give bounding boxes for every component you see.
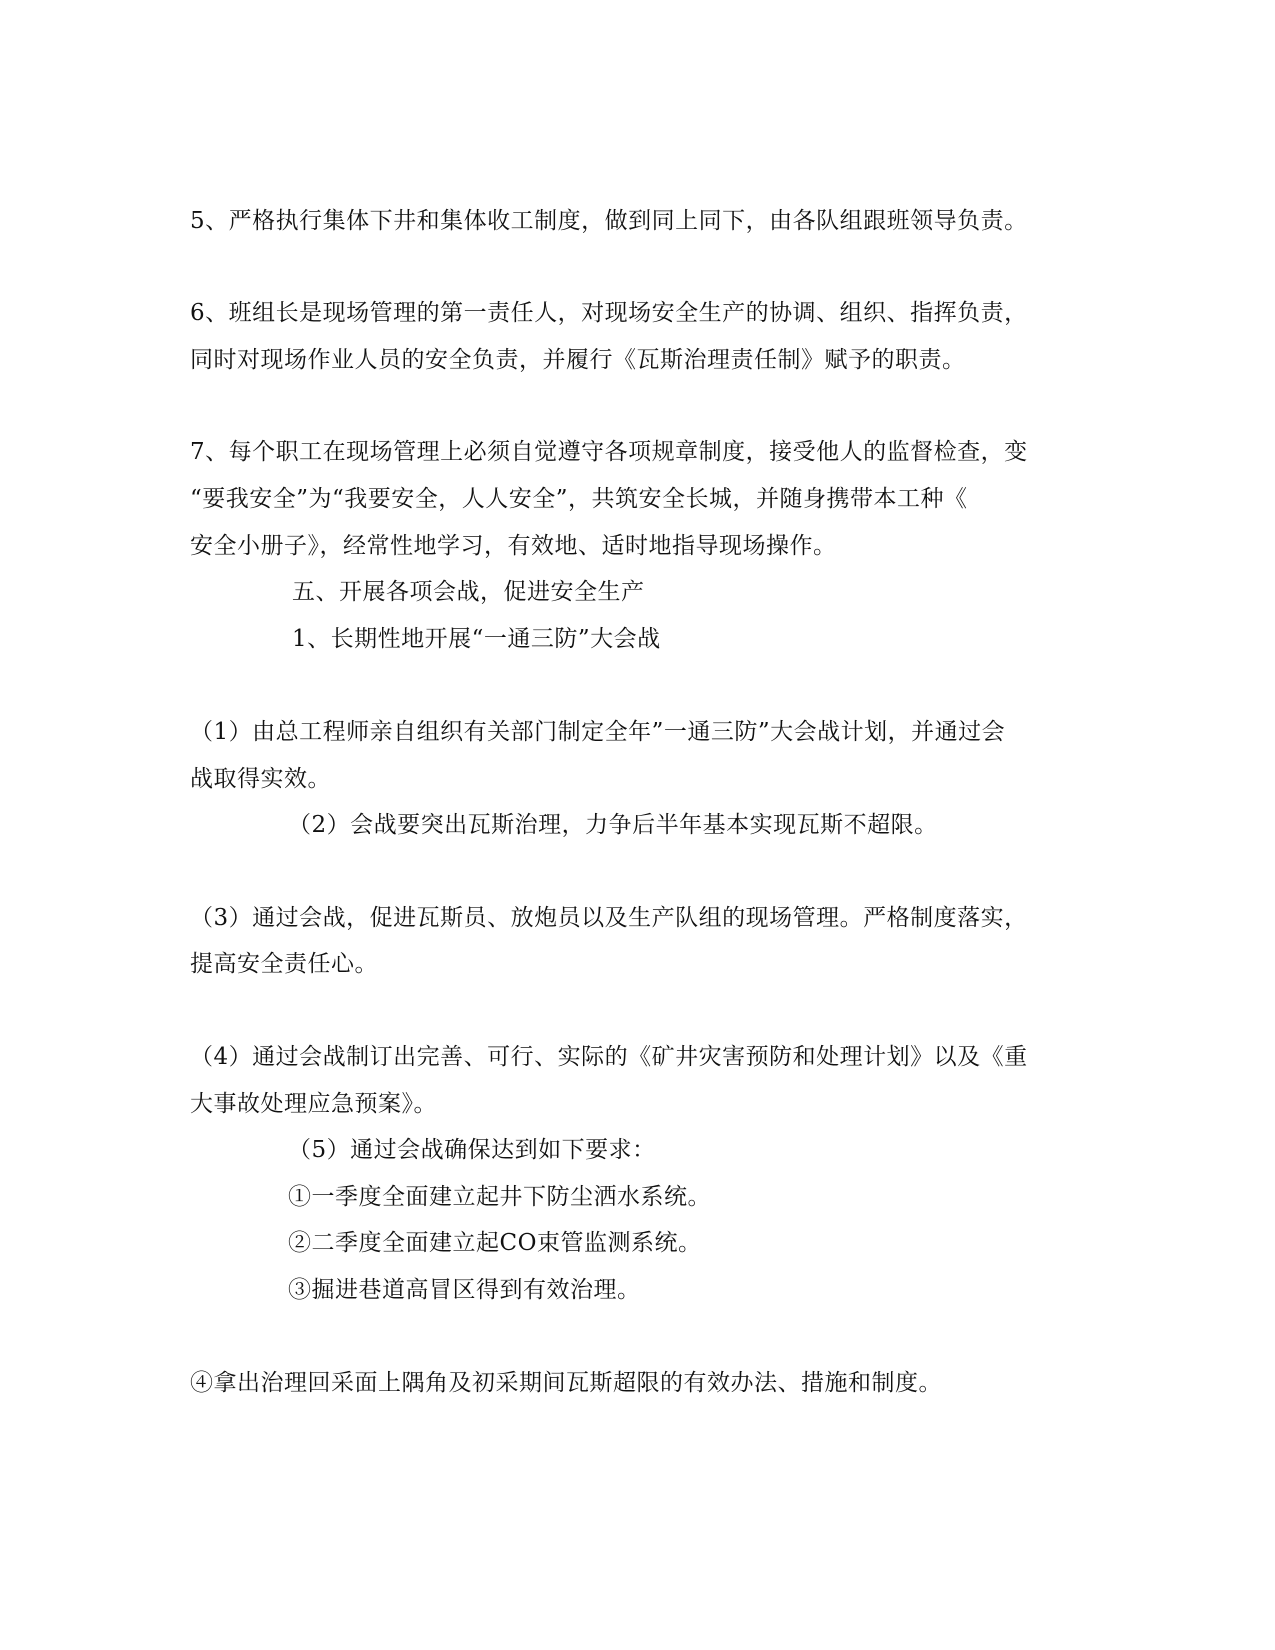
subsection-heading-1: 1、长期性地开展“一通三防”大会战 xyxy=(292,626,661,652)
paragraph-5: 5、严格执行集体下井和集体收工制度，做到同上同下，由各队组跟班领导负责。 xyxy=(190,208,1028,234)
requirement-4: ④拿出治理回采面上隅角及初采期间瓦斯超限的有效办法、措施和制度。 xyxy=(190,1370,942,1396)
paragraph-6-line-1: 6、班组长是现场管理的第一责任人，对现场安全生产的协调、组织、指挥负责， xyxy=(190,300,1028,326)
item-1-line-1: （1）由总工程师亲自组织有关部门制定全年”一通三防”大会战计划，并通过会 xyxy=(190,719,1006,745)
paragraph-7-line-1: 7、每个职工在现场管理上必须自觉遵守各项规章制度，接受他人的监督检查，变 xyxy=(190,439,1028,465)
paragraph-7-line-3: 安全小册子》，经常性地学习，有效地、适时地指导现场操作。 xyxy=(190,533,837,559)
paragraph-7-line-2: “要我安全”为“我要安全，人人安全”，共筑安全长城，并随身携带本工种《 xyxy=(190,486,968,512)
requirement-1: ①一季度全面建立起井下防尘洒水系统。 xyxy=(288,1184,711,1210)
item-4-line-1: （4）通过会战制订出完善、可行、实际的《矿井灾害预防和处理计划》以及《重 xyxy=(190,1044,1028,1070)
item-2: （2）会战要突出瓦斯治理，力争后半年基本实现瓦斯不超限。 xyxy=(288,812,938,838)
paragraph-6-line-2: 同时对现场作业人员的安全负责，并履行《瓦斯治理责任制》赋予的职责。 xyxy=(190,347,966,373)
item-4-line-2: 大事故处理应急预案》。 xyxy=(190,1091,437,1117)
item-5: （5）通过会战确保达到如下要求： xyxy=(288,1137,656,1163)
item-3-line-2: 提高安全责任心。 xyxy=(190,951,378,977)
item-3-line-1: （3）通过会战，促进瓦斯员、放炮员以及生产队组的现场管理。严格制度落实， xyxy=(190,905,1028,931)
item-1-line-2: 战取得实效。 xyxy=(190,766,331,792)
requirement-3: ③掘进巷道高冒区得到有效治理。 xyxy=(288,1277,641,1303)
section-heading-5: 五、开展各项会战，促进安全生产 xyxy=(292,579,645,605)
requirement-2: ②二季度全面建立起CO束管监测系统。 xyxy=(288,1230,702,1256)
